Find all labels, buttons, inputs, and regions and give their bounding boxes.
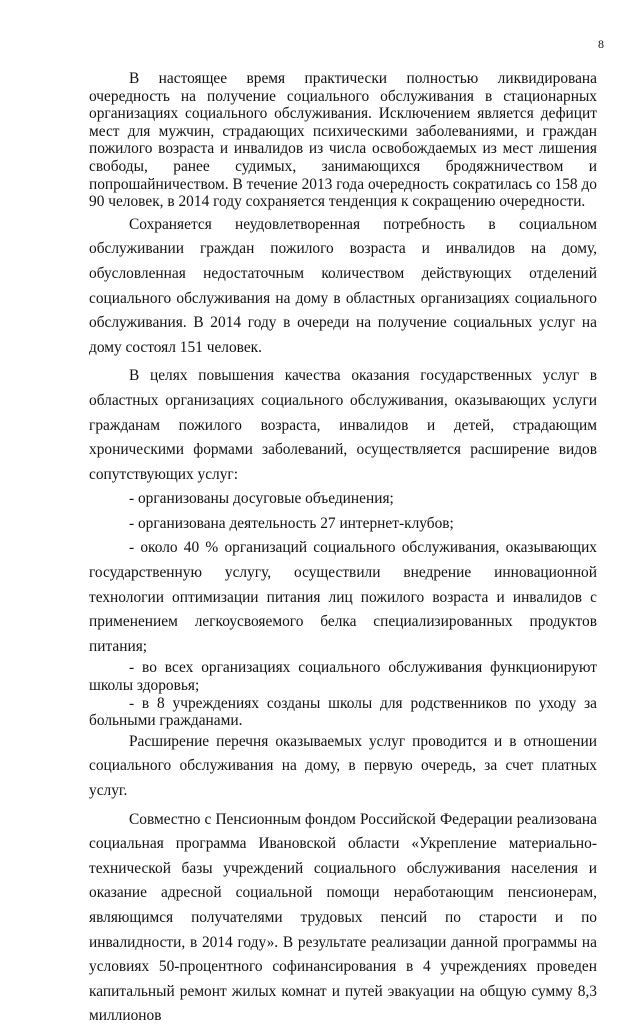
paragraph-queue-inpatient: В настоящее время практически полностью ликвидирована очередность на получение социального обслуживания в стационарных организациях социального обслуживания. Исключением является дефицит мест для мужчин, страдающих психическими заболеваниями, и граждан пожилого возраста и инвалидов из числа освобождаемых из мест лишения свободы, ранее судимых, занимающихся бродяжничеством и попрошайничеством. В течение 2013 года очередность сократилась со 158 до 90 человек, в 2014 году сохраняется тенденция к сокращению очередности. xyxy=(89,70,597,211)
list-item-leisure: - организованы досуговые объединения; xyxy=(129,490,394,508)
paragraph-home-service-demand: Сохраняется неудовлетворенная потребность в социальном обслуживании граждан пожилого возраста и инвалидов на дому, обусловленная недостаточным количеством действующих отделений социального обслуживания на дому в областных организациях социального обслуживания. В 2014 году в очереди на получение социальных услуг на дому состоял 151 человек. xyxy=(89,215,597,356)
list-item-internet-clubs: - организована деятельность 27 интернет-клубов; xyxy=(129,514,454,532)
page-number: 8 xyxy=(598,37,604,51)
paragraph-paid-services: Расширение перечня оказываемых услуг проводится и в отношении социального обслуживания на дому, в первую очередь, за счет платных услуг. xyxy=(89,732,597,799)
list-item-health-schools: - во всех организациях социального обслуживания функционируют школы здоровья; xyxy=(89,659,597,695)
body-text xyxy=(89,70,597,1029)
list-item-relatives-schools: - в 8 учреждениях созданы школы для родственников по уходу за больными гражданами. xyxy=(89,694,597,730)
paragraph-pension-fund-program: Совместно с Пенсионным фондом Российской Федерации реализована социальная программа Ивановской области «Укрепление материально-технической базы учреждений социального обслуживания населения и оказание адресной социальной помощи неработающим пенсионерам, являющимся получателями трудовых пенсий по старости и по инвалидности, в 2014 году». В результате реализации данной программы на условиях 50-процентного софинансирования в 4 учреждениях проведен капитальный ремонт жилых комнат и путей эвакуации на общую сумму 8,3 миллионов xyxy=(89,810,597,1025)
paragraph-quality-improvement: В целях повышения качества оказания государственных услуг в областных организациях социального обслуживания, оказывающих услуги гражданам пожилого возраста, инвалидов и детей, страдающим хроническими формами заболеваний, осуществляется расширение видов сопутствующих услуг: xyxy=(89,367,597,483)
list-item-nutrition: - около 40 % организаций социального обслуживания, оказывающих государственную услугу, осуществили внедрение инновационной технологии оптимизации питания лиц пожилого возраста и инвалидов с применением легкоусвояемого белка специализированных продуктов питания; xyxy=(89,539,597,655)
